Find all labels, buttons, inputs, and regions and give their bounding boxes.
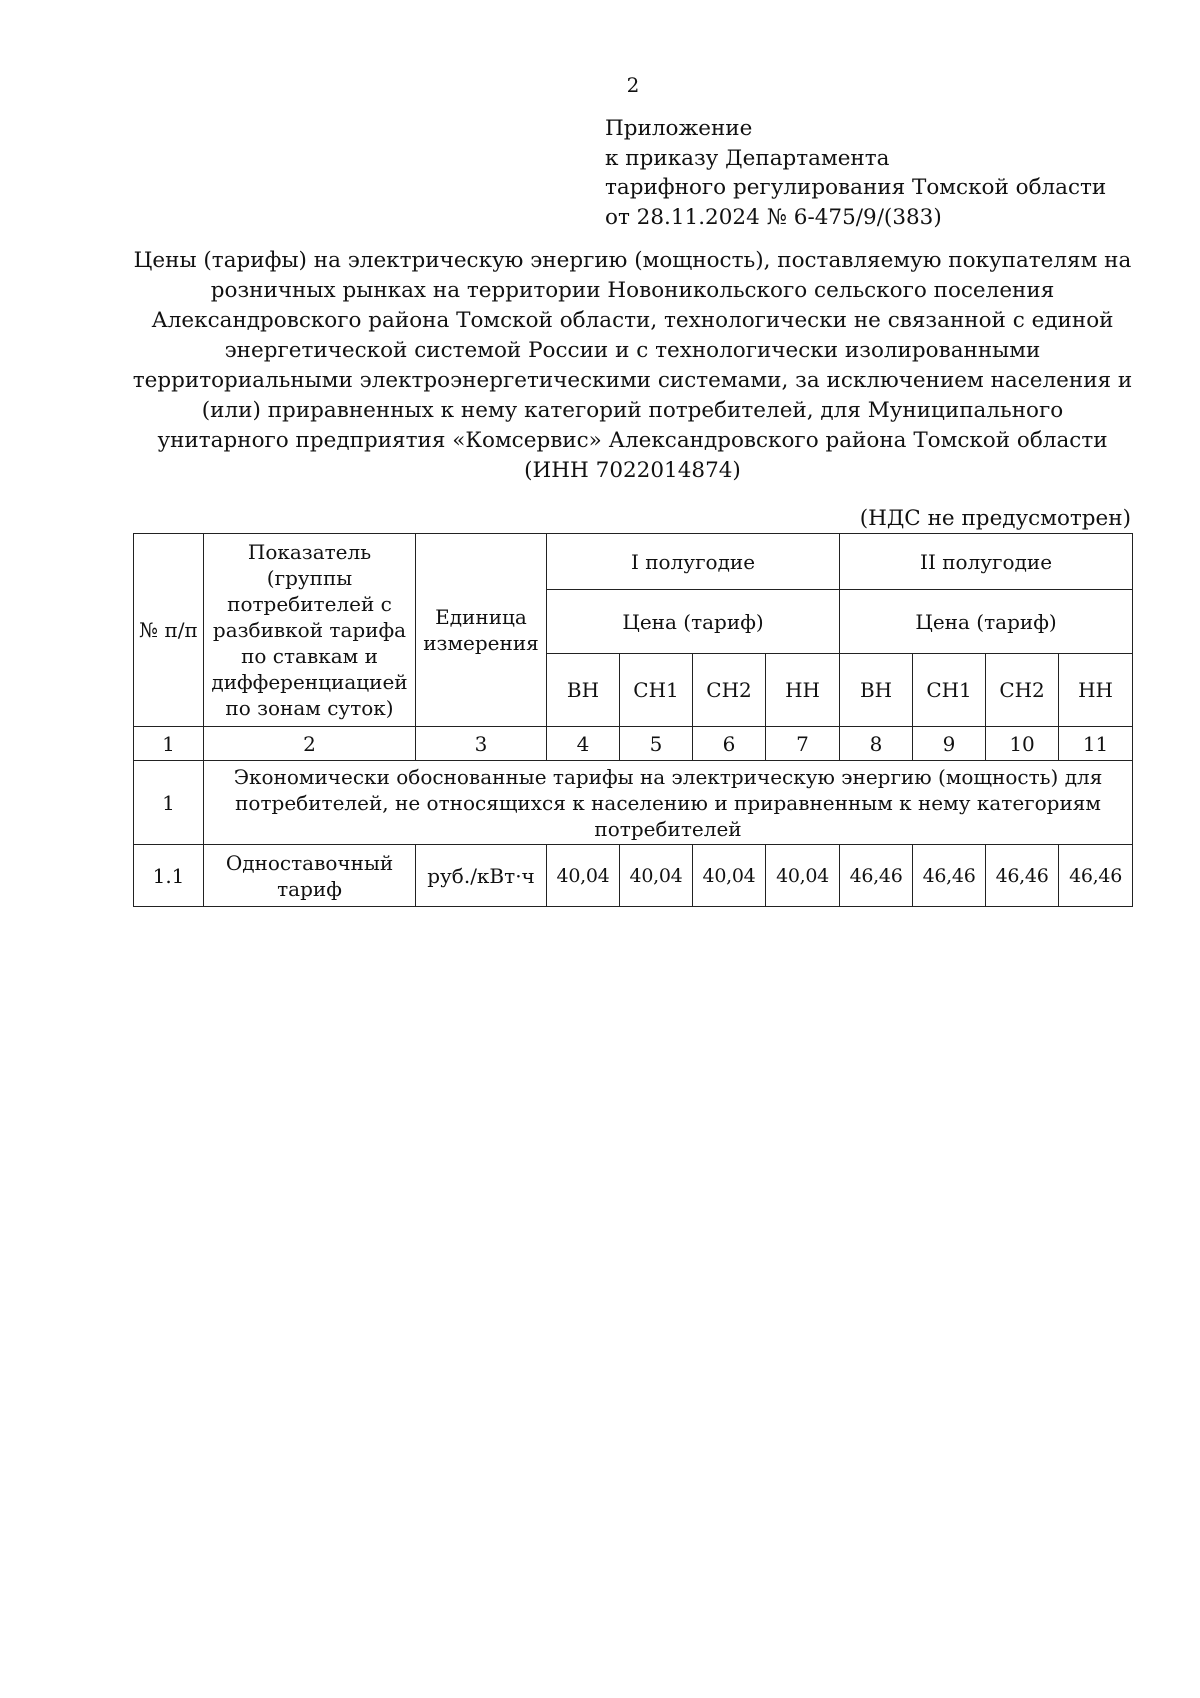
header-indicator: Показатель (группы потребителей с разбивкой тарифа по ставкам и дифференциацией по зонам суток) xyxy=(204,534,416,727)
column-number: 11 xyxy=(1059,727,1133,761)
column-number: 7 xyxy=(766,727,840,761)
price-value: 46,46 xyxy=(1059,845,1133,907)
price-value: 40,04 xyxy=(766,845,840,907)
column-number: 10 xyxy=(986,727,1059,761)
appendix-line: к приказу Департамента xyxy=(605,145,890,171)
section-num: 1 xyxy=(134,761,204,845)
title-line: (или) приравненных к нему категорий потребителей, для Муниципального xyxy=(201,398,1064,423)
vat-note: (НДС не предусмотрен) xyxy=(859,506,1131,531)
column-number: 8 xyxy=(840,727,913,761)
title-line: розничных рынках на территории Новоникольского сельского поселения xyxy=(210,278,1055,303)
title-line: Александровского района Томской области, технологически не связанной с единой xyxy=(151,308,1114,333)
header-level: СН2 xyxy=(986,654,1059,727)
header-level: ВН xyxy=(547,654,620,727)
header-price-1: Цена (тариф) xyxy=(547,590,840,654)
appendix-line: Приложение xyxy=(605,116,753,141)
column-number: 6 xyxy=(693,727,766,761)
appendix-line: тарифного регулирования Томской области xyxy=(605,175,1107,200)
appendix-line: от 28.11.2024 № 6-475/9/(383) xyxy=(605,204,942,230)
title-line: унитарного предприятия «Комсервис» Александровского района Томской области xyxy=(157,428,1108,453)
header-price-2: Цена (тариф) xyxy=(840,590,1133,654)
header-level: ВН xyxy=(840,654,913,727)
title-line: Цены (тарифы) на электрическую энергию (мощность), поставляемую покупателям на xyxy=(133,248,1132,273)
column-number: 1 xyxy=(134,727,204,761)
title-line: (ИНН 7022014874) xyxy=(524,458,741,483)
price-value: 46,46 xyxy=(840,845,913,907)
price-value: 40,04 xyxy=(547,845,620,907)
price-value: 46,46 xyxy=(913,845,986,907)
tariff-table xyxy=(133,533,1133,907)
header-num: № п/п xyxy=(134,534,204,727)
row-unit: руб./кВт·ч xyxy=(416,845,547,907)
column-number: 4 xyxy=(547,727,620,761)
page-number: 2 xyxy=(626,73,640,97)
row-num: 1.1 xyxy=(134,845,204,907)
title-line: территориальными электроэнергетическими системами, за исключением населения и xyxy=(132,368,1133,393)
price-value: 46,46 xyxy=(986,845,1059,907)
column-number: 5 xyxy=(620,727,693,761)
header-level: СН1 xyxy=(620,654,693,727)
header-level: СН1 xyxy=(913,654,986,727)
section-text: Экономически обоснованные тарифы на электрическую энергию (мощность) для потребителей, не относящихся к населению и приравненным к нему категориям потребителей xyxy=(204,761,1133,845)
header-half-1: I полугодие xyxy=(547,534,840,590)
appendix-block xyxy=(605,114,1106,232)
column-number: 9 xyxy=(913,727,986,761)
document-title xyxy=(100,246,1165,486)
header-level: НН xyxy=(1059,654,1133,727)
price-value: 40,04 xyxy=(693,845,766,907)
column-number: 3 xyxy=(416,727,547,761)
column-number: 2 xyxy=(204,727,416,761)
header-level: НН xyxy=(766,654,840,727)
header-half-2: II полугодие xyxy=(840,534,1133,590)
title-line: энергетической системой России и с технологически изолированными xyxy=(224,338,1041,363)
header-level: СН2 xyxy=(693,654,766,727)
header-unit: Единица измерения xyxy=(416,534,547,727)
row-indicator: Одноставочный тариф xyxy=(204,845,416,907)
price-value: 40,04 xyxy=(620,845,693,907)
